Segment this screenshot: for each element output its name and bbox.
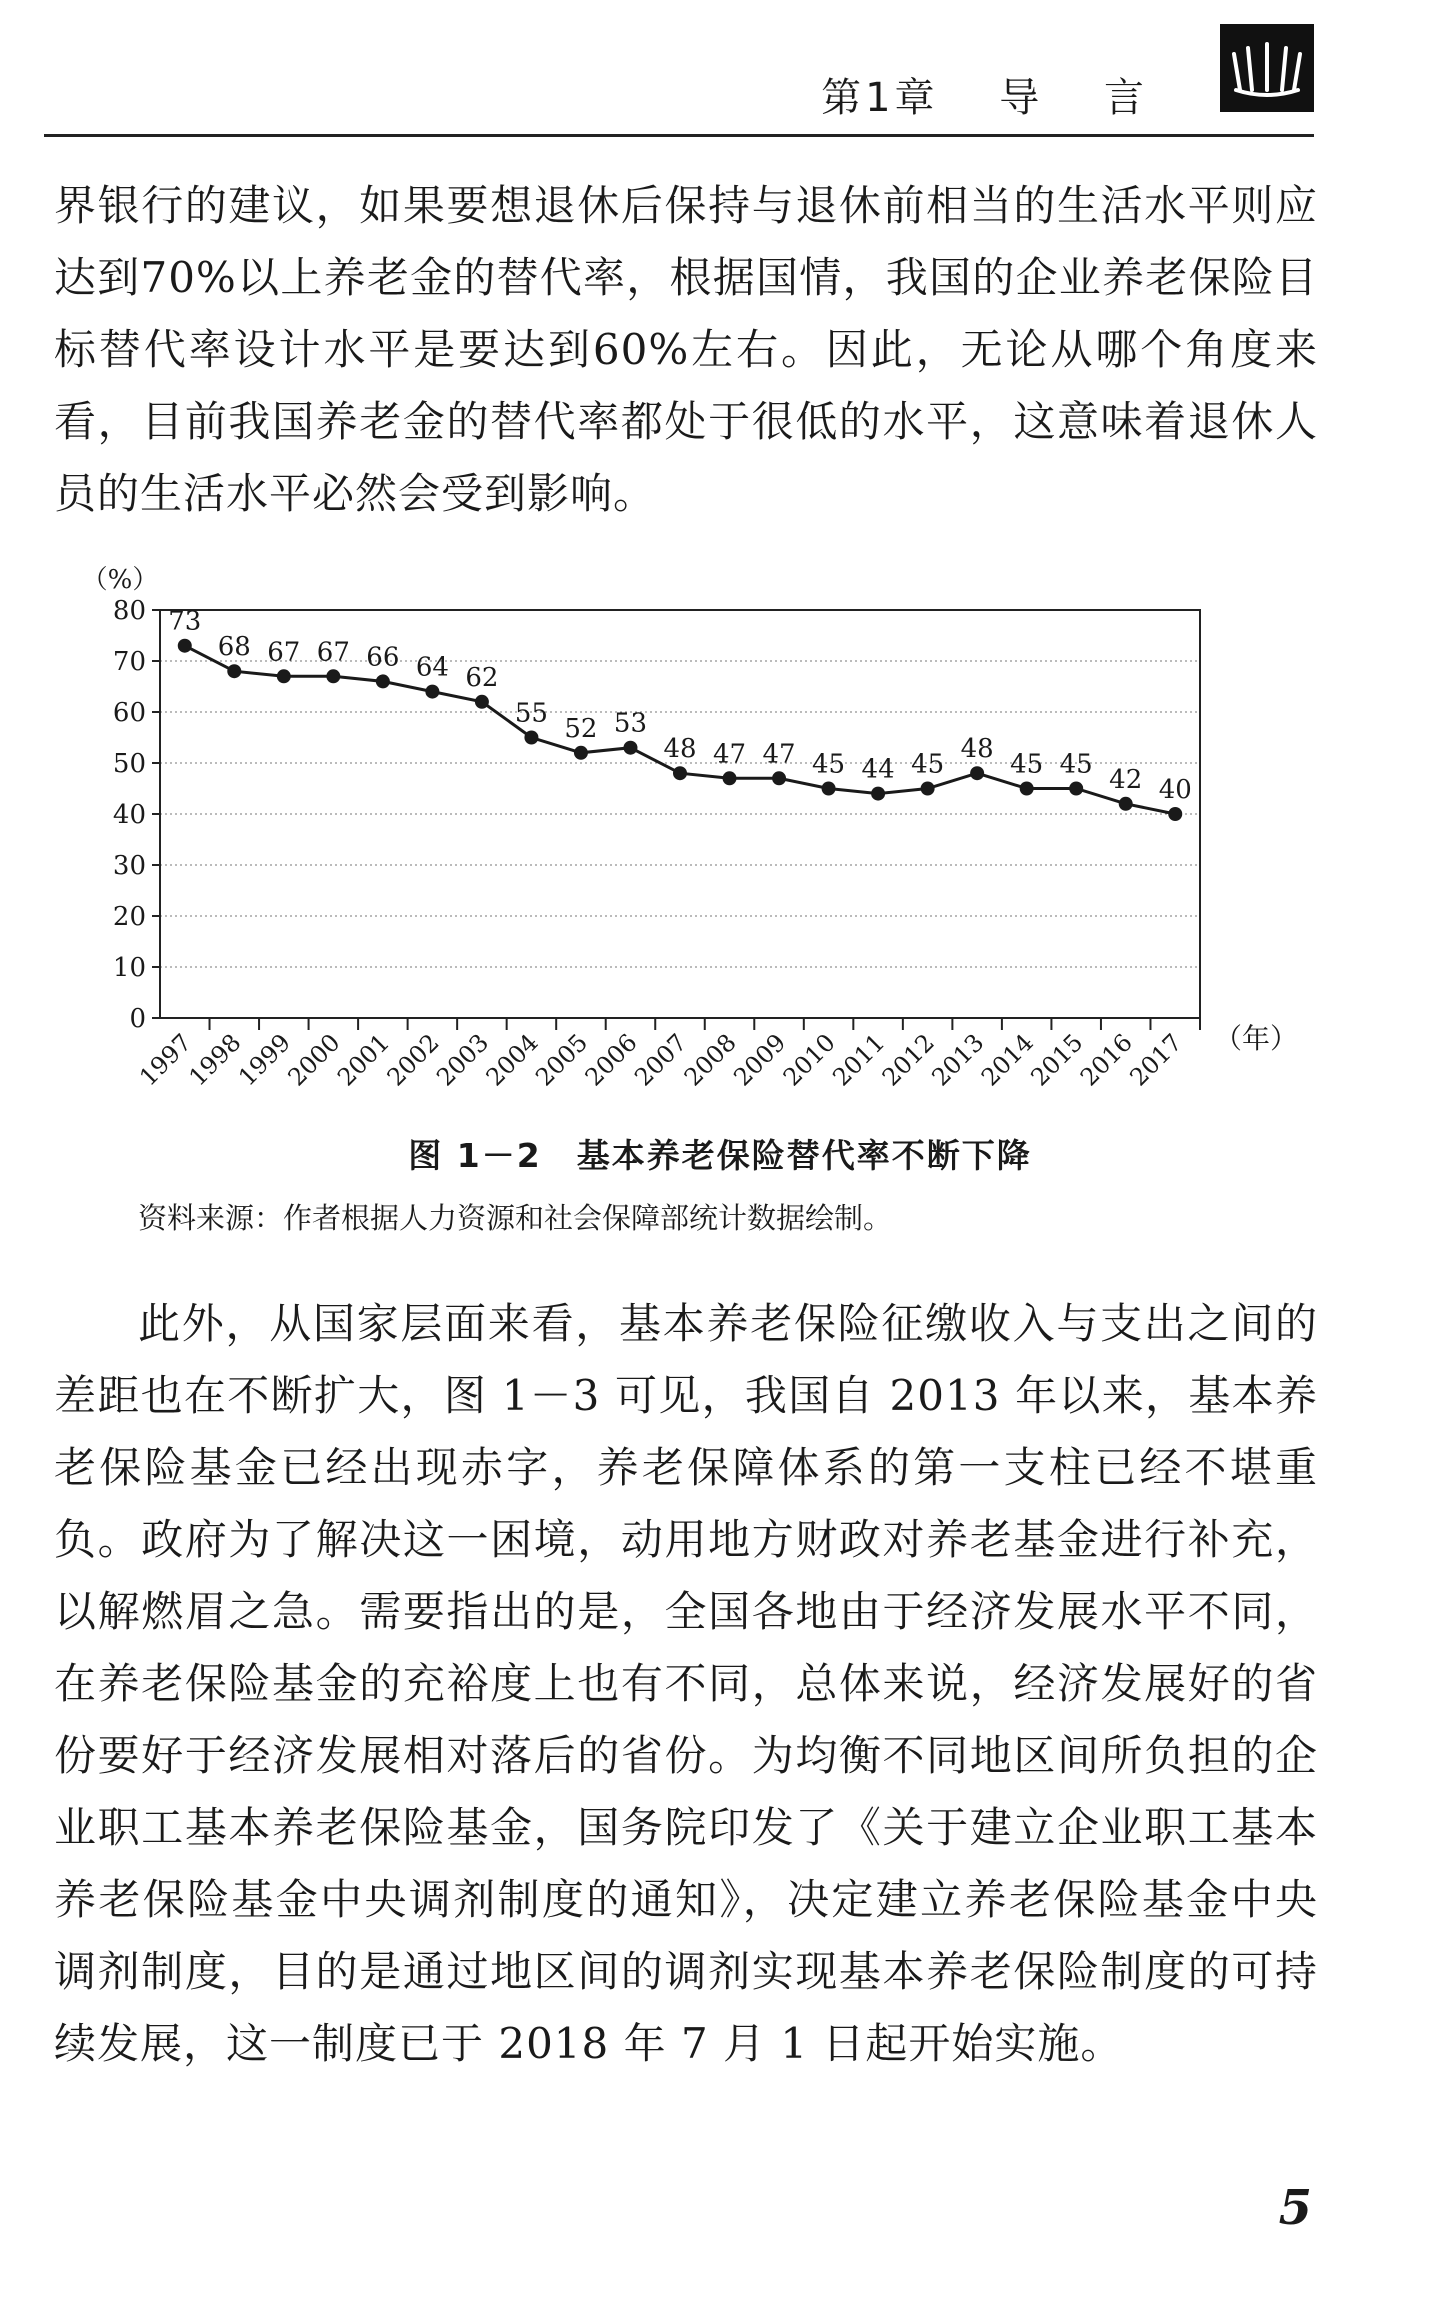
data-label: 42 — [1109, 764, 1143, 795]
y-tick-label: 70 — [112, 647, 146, 677]
data-label: 47 — [712, 739, 747, 770]
data-label: 73 — [168, 606, 202, 637]
page-number: 5 — [1278, 2180, 1312, 2236]
x-tick-label: 2003 — [431, 1028, 495, 1092]
x-tick-label: 2011 — [827, 1028, 891, 1092]
data-point — [822, 782, 836, 796]
x-tick-label: 2004 — [480, 1028, 544, 1092]
data-point — [574, 746, 588, 760]
x-tick-label: 2001 — [332, 1028, 396, 1092]
data-label: 44 — [861, 754, 895, 785]
data-point — [1020, 782, 1034, 796]
x-tick-label: 2017 — [1124, 1028, 1188, 1092]
x-tick-label: 1998 — [183, 1028, 247, 1092]
data-label: 67 — [316, 637, 350, 668]
x-tick-label: 2015 — [1025, 1028, 1089, 1092]
x-axis-label: （年） — [1214, 1022, 1299, 1055]
data-point — [524, 731, 538, 745]
y-tick-label: 60 — [112, 698, 146, 728]
y-tick-label: 20 — [112, 902, 146, 932]
x-tick-label: 1997 — [134, 1028, 198, 1092]
data-point — [871, 787, 885, 801]
x-tick-label: 2005 — [530, 1028, 594, 1092]
y-tick-label: 0 — [129, 1004, 146, 1034]
data-label: 68 — [217, 632, 251, 663]
data-label: 62 — [465, 662, 499, 693]
x-tick-label: 2010 — [777, 1028, 841, 1092]
y-tick-label: 30 — [112, 851, 146, 881]
data-point — [425, 685, 439, 699]
replacement-rate-chart — [70, 548, 1320, 1108]
data-point — [227, 664, 241, 678]
data-label: 40 — [1158, 775, 1192, 805]
chapter-title-part2: 言 — [1104, 75, 1148, 121]
x-tick-label: 1999 — [233, 1028, 297, 1092]
data-point — [1168, 807, 1182, 821]
data-point — [475, 695, 489, 709]
data-point — [921, 782, 935, 796]
data-point — [623, 741, 637, 755]
figure-caption: 图 1－2 基本养老保险替代率不断下降 — [408, 1136, 1032, 1175]
data-label: 64 — [415, 652, 449, 683]
x-tick-label: 2002 — [381, 1028, 445, 1092]
x-tick-label: 2016 — [1074, 1028, 1138, 1092]
y-tick-label: 50 — [112, 749, 146, 779]
chart-canvas — [70, 548, 1320, 1108]
x-tick-label: 2009 — [728, 1028, 792, 1092]
x-tick-label: 2008 — [678, 1028, 742, 1092]
data-label: 45 — [1059, 749, 1093, 780]
x-tick-label: 2000 — [282, 1028, 346, 1092]
data-label: 55 — [514, 698, 548, 729]
paragraph-1: 界银行的建议，如果要想退休后保持与退休前相当的生活水平则应达到70%以上养老金的替代率，根据国情，我国的企业养老保险目标替代率设计水平是要达到60%左右。因此，无论从哪个角度来看，目前我国养老金的替代率都处于很低的水平，这意味着退休人员的生活水平必然会受到影响。 — [54, 181, 1318, 518]
data-point — [1069, 782, 1083, 796]
x-tick-label: 2007 — [629, 1028, 693, 1092]
data-label: 48 — [960, 734, 994, 765]
x-tick-label: 2006 — [579, 1028, 643, 1092]
y-tick-label: 10 — [112, 953, 146, 983]
data-label: 67 — [267, 637, 301, 668]
data-point — [723, 771, 737, 785]
data-label: 52 — [564, 713, 598, 744]
x-tick-label: 2013 — [926, 1028, 990, 1092]
y-tick-label: 40 — [112, 800, 146, 830]
data-label: 45 — [812, 749, 846, 780]
data-label: 66 — [366, 642, 400, 673]
book-logo-icon — [1220, 24, 1314, 112]
data-point — [376, 674, 390, 688]
chapter-number: 第1章 — [821, 75, 939, 121]
figure-source: 资料来源：作者根据人力资源和社会保障部统计数据绘制。 — [138, 1201, 893, 1235]
data-label: 47 — [762, 739, 796, 770]
data-point — [326, 669, 340, 683]
data-point — [277, 669, 291, 683]
y-axis-label: （%） — [81, 565, 159, 595]
data-label: 53 — [613, 708, 648, 739]
data-point — [178, 639, 192, 653]
y-tick-label: 80 — [112, 596, 146, 626]
data-point — [1119, 797, 1133, 811]
data-label: 45 — [1010, 749, 1044, 780]
data-point — [970, 766, 984, 780]
chapter-title-part1: 导 — [999, 75, 1044, 121]
data-point — [772, 771, 786, 785]
paragraph-2: 此外，从国家层面来看，基本养老保险征缴收入与支出之间的差距也在不断扩大，图 1－3 可见，我国自 2013 年以来，基本养老保险基金已经出现赤字，养老保障体系的第一支柱已经不堪重负。政府为了解决这一困境，动用地方财政对养老基金进行补充，以解燃眉之急。需要指出的是，全国各地由于经济发展水平不同，在养老保险基金的充裕度上也有不同，总体来说，经济发展好的省份要好于经济发展相对落后的省份。为均衡不同地区间所负担的企业职工基本养老保险基金，国务院印发了《关于建立企业职工基本养老保险基金中央调剂制度的通知》，决定建立养老保险基金中央调剂制度，目的是通过地区间的调剂实现基本养老保险制度的可持续发展，这一制度已于 2018 年 7 月 1 日起开始实施。 — [54, 1299, 1318, 2068]
x-tick-label: 2014 — [975, 1028, 1039, 1092]
page-header — [44, 0, 1314, 137]
data-label: 48 — [663, 734, 697, 765]
x-tick-label: 2012 — [876, 1028, 940, 1092]
chapter-heading — [821, 66, 1148, 123]
data-point — [673, 766, 687, 780]
data-label: 45 — [911, 749, 945, 780]
